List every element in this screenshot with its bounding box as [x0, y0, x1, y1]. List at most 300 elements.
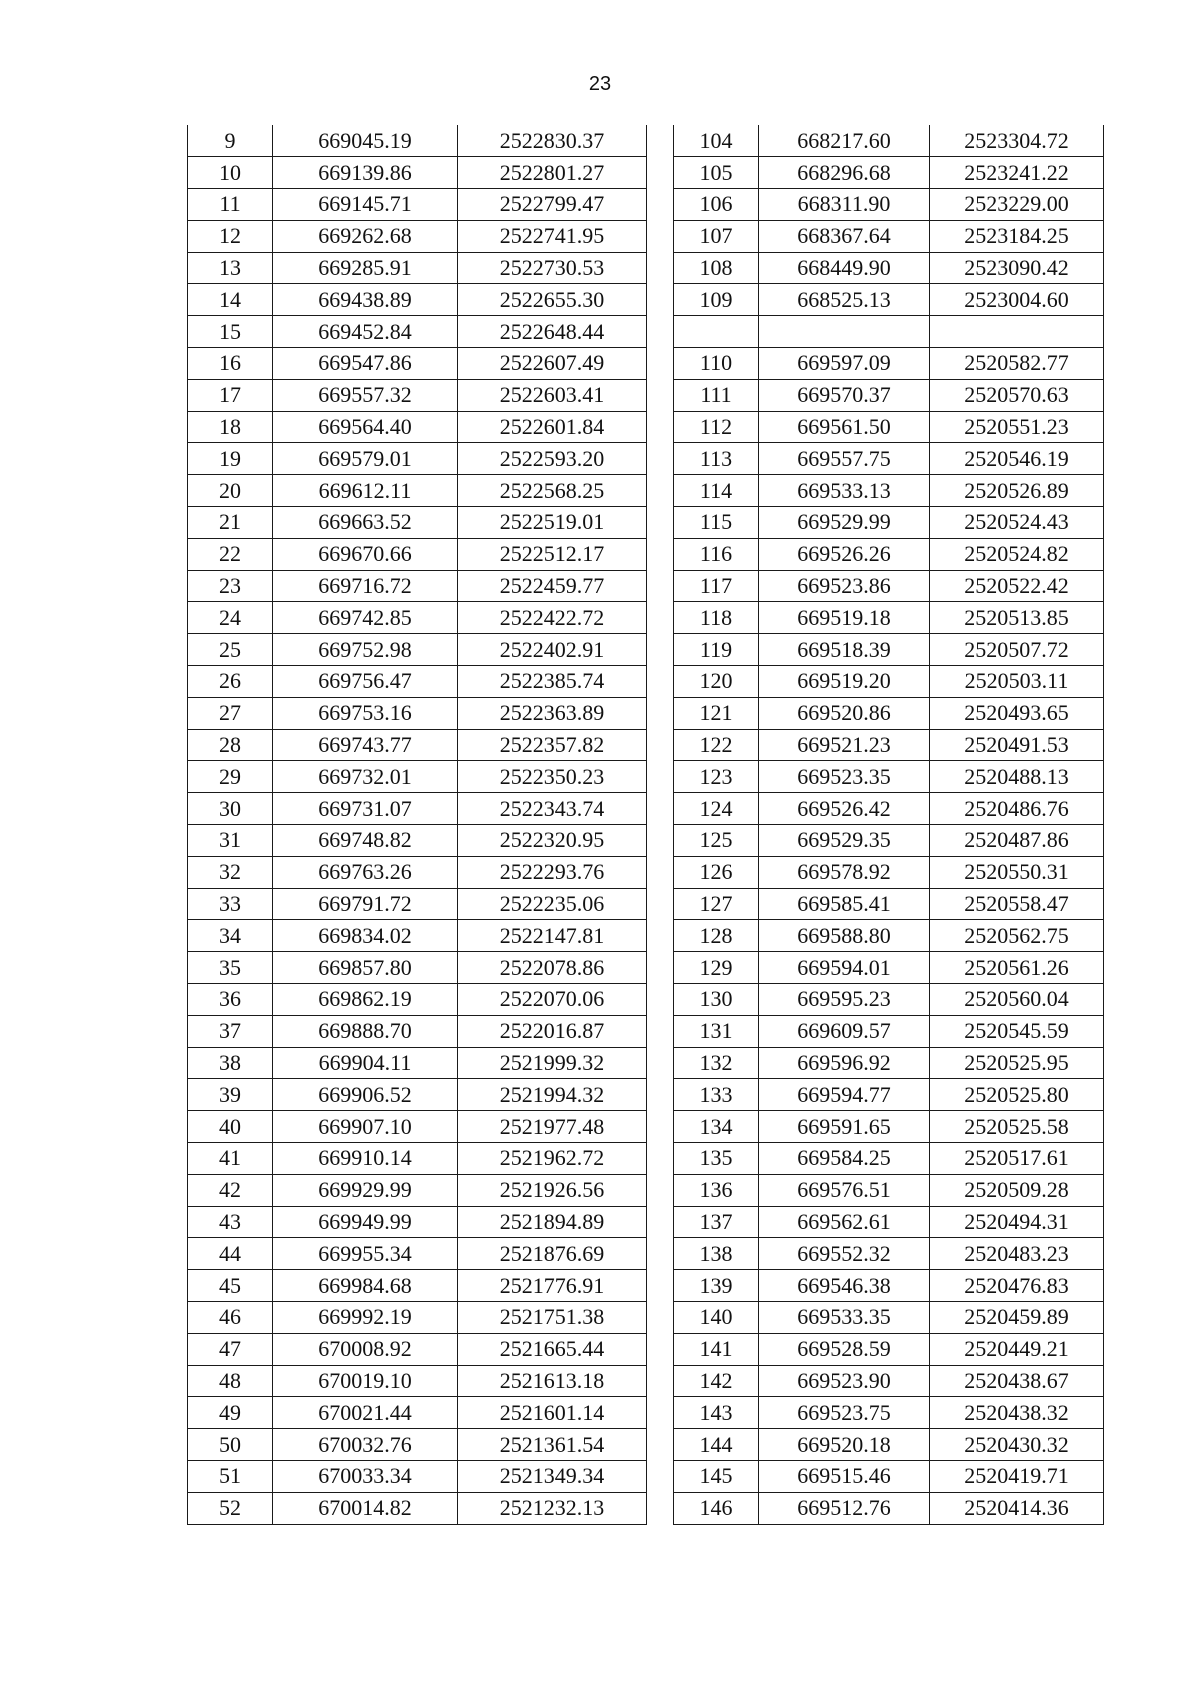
x-coordinate-cell: 669906.52 — [273, 1079, 458, 1111]
point-number-cell: 109 — [674, 284, 759, 316]
y-coordinate-cell: 2522601.84 — [458, 411, 647, 443]
x-coordinate-cell: 669519.18 — [759, 602, 930, 634]
table-row — [674, 507, 1104, 539]
y-coordinate-cell: 2522801.27 — [458, 157, 647, 189]
y-coordinate-cell: 2523229.00 — [930, 189, 1104, 221]
table-row — [188, 793, 647, 825]
point-number-cell: 27 — [188, 697, 273, 729]
y-coordinate-cell: 2522730.53 — [458, 252, 647, 284]
x-coordinate-cell: 669594.01 — [759, 952, 930, 984]
point-number-cell: 128 — [674, 920, 759, 952]
point-number-cell: 120 — [674, 666, 759, 698]
y-coordinate-cell: 2520560.04 — [930, 984, 1104, 1016]
y-coordinate-cell: 2522655.30 — [458, 284, 647, 316]
x-coordinate-cell: 669519.20 — [759, 666, 930, 698]
y-coordinate-cell: 2520438.32 — [930, 1397, 1104, 1429]
y-coordinate-cell: 2523004.60 — [930, 284, 1104, 316]
point-number-cell: 127 — [674, 888, 759, 920]
x-coordinate-cell: 669145.71 — [273, 189, 458, 221]
x-coordinate-cell: 669452.84 — [273, 316, 458, 348]
table-row — [188, 348, 647, 380]
y-coordinate-cell: 2521751.38 — [458, 1301, 647, 1333]
y-coordinate-cell: 2521994.32 — [458, 1079, 647, 1111]
x-coordinate-cell: 669564.40 — [273, 411, 458, 443]
y-coordinate-cell: 2522422.72 — [458, 602, 647, 634]
point-number-cell: 9 — [188, 125, 273, 157]
point-number-cell: 129 — [674, 952, 759, 984]
y-coordinate-cell: 2522607.49 — [458, 348, 647, 380]
point-number-cell: 47 — [188, 1333, 273, 1365]
y-coordinate-cell: 2520562.75 — [930, 920, 1104, 952]
point-number-cell: 136 — [674, 1174, 759, 1206]
y-coordinate-cell: 2520525.58 — [930, 1111, 1104, 1143]
point-number-cell: 39 — [188, 1079, 273, 1111]
point-number-cell: 145 — [674, 1460, 759, 1492]
x-coordinate-cell: 670008.92 — [273, 1333, 458, 1365]
point-number-cell: 115 — [674, 507, 759, 539]
point-number-cell: 52 — [188, 1492, 273, 1524]
x-coordinate-cell: 669523.86 — [759, 570, 930, 602]
table-row — [674, 1270, 1104, 1302]
table-row — [188, 888, 647, 920]
y-coordinate-cell: 2522512.17 — [458, 538, 647, 570]
table-row — [188, 1143, 647, 1175]
x-coordinate-cell: 669518.39 — [759, 634, 930, 666]
y-coordinate-cell: 2521601.14 — [458, 1397, 647, 1429]
x-coordinate-cell: 669857.80 — [273, 952, 458, 984]
point-number-cell: 134 — [674, 1111, 759, 1143]
point-number-cell: 107 — [674, 220, 759, 252]
table-row — [188, 252, 647, 284]
point-number-cell: 11 — [188, 189, 273, 221]
table-row — [188, 189, 647, 221]
x-coordinate-cell: 669520.86 — [759, 697, 930, 729]
point-number-cell: 118 — [674, 602, 759, 634]
table-row — [188, 411, 647, 443]
y-coordinate-cell: 2521999.32 — [458, 1047, 647, 1079]
x-coordinate-cell: 669763.26 — [273, 856, 458, 888]
x-coordinate-cell: 669716.72 — [273, 570, 458, 602]
y-coordinate-cell: 2522363.89 — [458, 697, 647, 729]
table-row — [674, 538, 1104, 570]
y-coordinate-cell: 2522293.76 — [458, 856, 647, 888]
table-row — [674, 157, 1104, 189]
x-coordinate-cell: 669888.70 — [273, 1015, 458, 1047]
y-coordinate-cell: 2523304.72 — [930, 125, 1104, 157]
x-coordinate-cell: 669585.41 — [759, 888, 930, 920]
table-row — [188, 761, 647, 793]
y-coordinate-cell: 2520545.59 — [930, 1015, 1104, 1047]
table-row — [674, 220, 1104, 252]
x-coordinate-cell: 669748.82 — [273, 825, 458, 857]
x-coordinate-cell: 669731.07 — [273, 793, 458, 825]
table-row — [188, 825, 647, 857]
point-number-cell: 37 — [188, 1015, 273, 1047]
point-number-cell: 110 — [674, 348, 759, 380]
table-row — [674, 1492, 1104, 1524]
x-coordinate-cell: 669753.16 — [273, 697, 458, 729]
y-coordinate-cell: 2520430.32 — [930, 1429, 1104, 1461]
point-number-cell: 123 — [674, 761, 759, 793]
y-coordinate-cell: 2520546.19 — [930, 443, 1104, 475]
point-number-cell: 44 — [188, 1238, 273, 1270]
point-number-cell: 143 — [674, 1397, 759, 1429]
point-number-cell: 130 — [674, 984, 759, 1016]
table-row — [674, 316, 1104, 348]
y-coordinate-cell: 2520488.13 — [930, 761, 1104, 793]
coordinate-table-left — [187, 125, 647, 1525]
x-coordinate-cell: 669732.01 — [273, 761, 458, 793]
x-coordinate-cell: 669670.66 — [273, 538, 458, 570]
point-number-cell: 139 — [674, 1270, 759, 1302]
y-coordinate-cell: 2520494.31 — [930, 1206, 1104, 1238]
x-coordinate-cell: 668217.60 — [759, 125, 930, 157]
table-row — [188, 125, 647, 157]
table-row — [674, 984, 1104, 1016]
point-number-cell: 146 — [674, 1492, 759, 1524]
y-coordinate-cell: 2523241.22 — [930, 157, 1104, 189]
point-number-cell: 126 — [674, 856, 759, 888]
table-row — [674, 761, 1104, 793]
y-coordinate-cell: 2520459.89 — [930, 1301, 1104, 1333]
point-number-cell: 116 — [674, 538, 759, 570]
x-coordinate-cell: 669984.68 — [273, 1270, 458, 1302]
x-coordinate-cell: 669533.35 — [759, 1301, 930, 1333]
x-coordinate-cell: 669526.26 — [759, 538, 930, 570]
x-coordinate-cell: 670021.44 — [273, 1397, 458, 1429]
point-number-cell: 142 — [674, 1365, 759, 1397]
table-row — [188, 220, 647, 252]
y-coordinate-cell: 2523184.25 — [930, 220, 1104, 252]
table-row — [674, 1333, 1104, 1365]
table-row — [188, 538, 647, 570]
y-coordinate-cell: 2520522.42 — [930, 570, 1104, 602]
table-row — [188, 1460, 647, 1492]
table-row — [674, 570, 1104, 602]
x-coordinate-cell: 669862.19 — [273, 984, 458, 1016]
x-coordinate-cell: 669955.34 — [273, 1238, 458, 1270]
table-row — [188, 666, 647, 698]
table-row — [188, 697, 647, 729]
x-coordinate-cell: 668296.68 — [759, 157, 930, 189]
y-coordinate-cell: 2523090.42 — [930, 252, 1104, 284]
point-number-cell: 25 — [188, 634, 273, 666]
point-number-cell: 35 — [188, 952, 273, 984]
x-coordinate-cell: 669791.72 — [273, 888, 458, 920]
table-row — [674, 1079, 1104, 1111]
y-coordinate-cell: 2521613.18 — [458, 1365, 647, 1397]
y-coordinate-cell: 2520551.23 — [930, 411, 1104, 443]
x-coordinate-cell: 668449.90 — [759, 252, 930, 284]
y-coordinate-cell: 2520438.67 — [930, 1365, 1104, 1397]
x-coordinate-cell: 669045.19 — [273, 125, 458, 157]
point-number-cell: 125 — [674, 825, 759, 857]
table-row — [188, 856, 647, 888]
x-coordinate-cell: 669929.99 — [273, 1174, 458, 1206]
y-coordinate-cell: 2522648.44 — [458, 316, 647, 348]
y-coordinate-cell: 2522235.06 — [458, 888, 647, 920]
table-row — [674, 284, 1104, 316]
y-coordinate-cell: 2520507.72 — [930, 634, 1104, 666]
table-row — [674, 252, 1104, 284]
y-coordinate-cell: 2521962.72 — [458, 1143, 647, 1175]
point-number-cell: 113 — [674, 443, 759, 475]
point-number-cell: 14 — [188, 284, 273, 316]
point-number-cell: 21 — [188, 507, 273, 539]
x-coordinate-cell: 669594.77 — [759, 1079, 930, 1111]
table-row — [188, 1365, 647, 1397]
x-coordinate-cell: 669557.75 — [759, 443, 930, 475]
point-number-cell: 29 — [188, 761, 273, 793]
y-coordinate-cell: 2522593.20 — [458, 443, 647, 475]
table-row — [674, 825, 1104, 857]
point-number-cell: 50 — [188, 1429, 273, 1461]
y-coordinate-cell: 2522320.95 — [458, 825, 647, 857]
point-number-cell: 117 — [674, 570, 759, 602]
x-coordinate-cell: 669523.35 — [759, 761, 930, 793]
x-coordinate-cell: 668311.90 — [759, 189, 930, 221]
y-coordinate-cell: 2520526.89 — [930, 475, 1104, 507]
x-coordinate-cell: 669578.92 — [759, 856, 930, 888]
x-coordinate-cell: 669588.80 — [759, 920, 930, 952]
point-number-cell: 32 — [188, 856, 273, 888]
x-coordinate-cell: 669521.23 — [759, 729, 930, 761]
x-coordinate-cell: 669910.14 — [273, 1143, 458, 1175]
x-coordinate-cell: 669512.76 — [759, 1492, 930, 1524]
table-row — [674, 793, 1104, 825]
point-number-cell: 16 — [188, 348, 273, 380]
x-coordinate-cell: 669742.85 — [273, 602, 458, 634]
point-number-cell: 34 — [188, 920, 273, 952]
y-coordinate-cell: 2520503.11 — [930, 666, 1104, 698]
y-coordinate-cell: 2520561.26 — [930, 952, 1104, 984]
table-row — [674, 856, 1104, 888]
y-coordinate-cell: 2520550.31 — [930, 856, 1104, 888]
table-row — [188, 602, 647, 634]
y-coordinate-cell: 2520513.85 — [930, 602, 1104, 634]
y-coordinate-cell: 2522357.82 — [458, 729, 647, 761]
point-number-cell: 114 — [674, 475, 759, 507]
table-row — [188, 729, 647, 761]
y-coordinate-cell: 2520486.76 — [930, 793, 1104, 825]
y-coordinate-cell: 2522147.81 — [458, 920, 647, 952]
x-coordinate-cell: 668367.64 — [759, 220, 930, 252]
table-row — [188, 1270, 647, 1302]
y-coordinate-cell: 2522350.23 — [458, 761, 647, 793]
table-row — [674, 952, 1104, 984]
table-row — [674, 697, 1104, 729]
point-number-cell: 23 — [188, 570, 273, 602]
x-coordinate-cell: 669139.86 — [273, 157, 458, 189]
x-coordinate-cell: 670014.82 — [273, 1492, 458, 1524]
table-row — [188, 284, 647, 316]
point-number-cell: 15 — [188, 316, 273, 348]
y-coordinate-cell: 2520509.28 — [930, 1174, 1104, 1206]
x-coordinate-cell: 669529.35 — [759, 825, 930, 857]
table-row — [674, 1174, 1104, 1206]
table-row — [674, 1111, 1104, 1143]
table-row — [188, 1206, 647, 1238]
y-coordinate-cell: 2520491.53 — [930, 729, 1104, 761]
point-number-cell: 121 — [674, 697, 759, 729]
point-number-cell: 22 — [188, 538, 273, 570]
table-row — [188, 316, 647, 348]
x-coordinate-cell: 669579.01 — [273, 443, 458, 475]
y-coordinate-cell: 2521977.48 — [458, 1111, 647, 1143]
table-row — [674, 602, 1104, 634]
y-coordinate-cell: 2522070.06 — [458, 984, 647, 1016]
table-row — [674, 475, 1104, 507]
x-coordinate-cell: 669529.99 — [759, 507, 930, 539]
table-row — [674, 1238, 1104, 1270]
y-coordinate-cell: 2522016.87 — [458, 1015, 647, 1047]
y-coordinate-cell: 2522343.74 — [458, 793, 647, 825]
y-coordinate-cell: 2522830.37 — [458, 125, 647, 157]
point-number-cell: 131 — [674, 1015, 759, 1047]
x-coordinate-cell: 669743.77 — [273, 729, 458, 761]
y-coordinate-cell: 2520582.77 — [930, 348, 1104, 380]
y-coordinate-cell: 2522078.86 — [458, 952, 647, 984]
table-row — [188, 570, 647, 602]
point-number-cell: 104 — [674, 125, 759, 157]
x-coordinate-cell: 668525.13 — [759, 284, 930, 316]
y-coordinate-cell: 2521349.34 — [458, 1460, 647, 1492]
point-number-cell: 105 — [674, 157, 759, 189]
point-number-cell: 141 — [674, 1333, 759, 1365]
y-coordinate-cell: 2521876.69 — [458, 1238, 647, 1270]
table-row — [674, 1143, 1104, 1175]
point-number-cell: 106 — [674, 189, 759, 221]
table-row — [188, 1397, 647, 1429]
x-coordinate-cell: 669591.65 — [759, 1111, 930, 1143]
y-coordinate-cell: 2520517.61 — [930, 1143, 1104, 1175]
table-row — [674, 125, 1104, 157]
y-coordinate-cell: 2522568.25 — [458, 475, 647, 507]
x-coordinate-cell: 669547.86 — [273, 348, 458, 380]
point-number-cell: 124 — [674, 793, 759, 825]
page-number: 23 — [588, 73, 612, 95]
point-number-cell: 137 — [674, 1206, 759, 1238]
table-row — [188, 920, 647, 952]
y-coordinate-cell: 2521894.89 — [458, 1206, 647, 1238]
point-number-cell: 144 — [674, 1429, 759, 1461]
point-number-cell: 18 — [188, 411, 273, 443]
point-number-cell: 140 — [674, 1301, 759, 1333]
point-number-cell: 119 — [674, 634, 759, 666]
point-number-cell: 36 — [188, 984, 273, 1016]
point-number-cell: 30 — [188, 793, 273, 825]
x-coordinate-cell: 669515.46 — [759, 1460, 930, 1492]
x-coordinate-cell: 669562.61 — [759, 1206, 930, 1238]
x-coordinate-cell: 669595.23 — [759, 984, 930, 1016]
table-row — [188, 1047, 647, 1079]
point-number-cell: 138 — [674, 1238, 759, 1270]
coordinate-table-right — [673, 125, 1104, 1525]
y-coordinate-cell: 2522799.47 — [458, 189, 647, 221]
table-row — [188, 443, 647, 475]
x-coordinate-cell: 669992.19 — [273, 1301, 458, 1333]
x-coordinate-cell: 669756.47 — [273, 666, 458, 698]
table-row — [188, 1301, 647, 1333]
point-number-cell: 17 — [188, 379, 273, 411]
y-coordinate-cell: 2522459.77 — [458, 570, 647, 602]
x-coordinate-cell: 670032.76 — [273, 1429, 458, 1461]
table-row — [674, 1015, 1104, 1047]
y-coordinate-cell: 2520525.80 — [930, 1079, 1104, 1111]
x-coordinate-cell: 669907.10 — [273, 1111, 458, 1143]
point-number-cell: 46 — [188, 1301, 273, 1333]
x-coordinate-cell: 669752.98 — [273, 634, 458, 666]
y-coordinate-cell: 2522402.91 — [458, 634, 647, 666]
point-number-cell — [674, 316, 759, 348]
point-number-cell: 10 — [188, 157, 273, 189]
point-number-cell: 33 — [188, 888, 273, 920]
x-coordinate-cell: 669596.92 — [759, 1047, 930, 1079]
table-row — [674, 1429, 1104, 1461]
table-row — [674, 1301, 1104, 1333]
table-row — [674, 729, 1104, 761]
x-coordinate-cell: 669663.52 — [273, 507, 458, 539]
table-row — [188, 1174, 647, 1206]
table-row — [188, 1429, 647, 1461]
x-coordinate-cell: 669285.91 — [273, 252, 458, 284]
x-coordinate-cell — [759, 316, 930, 348]
x-coordinate-cell: 669262.68 — [273, 220, 458, 252]
x-coordinate-cell: 669612.11 — [273, 475, 458, 507]
table-row — [674, 189, 1104, 221]
x-coordinate-cell: 669584.25 — [759, 1143, 930, 1175]
table-row — [188, 1492, 647, 1524]
x-coordinate-cell: 669597.09 — [759, 348, 930, 380]
table-row — [674, 888, 1104, 920]
table-row — [674, 920, 1104, 952]
table-row — [188, 984, 647, 1016]
table-row — [188, 1111, 647, 1143]
y-coordinate-cell: 2520493.65 — [930, 697, 1104, 729]
point-number-cell: 43 — [188, 1206, 273, 1238]
point-number-cell: 49 — [188, 1397, 273, 1429]
y-coordinate-cell: 2520525.95 — [930, 1047, 1104, 1079]
table-row — [188, 1079, 647, 1111]
y-coordinate-cell: 2521926.56 — [458, 1174, 647, 1206]
y-coordinate-cell: 2522519.01 — [458, 507, 647, 539]
point-number-cell: 28 — [188, 729, 273, 761]
table-row — [188, 379, 647, 411]
x-coordinate-cell: 669949.99 — [273, 1206, 458, 1238]
table-row — [674, 1047, 1104, 1079]
table-row — [188, 634, 647, 666]
y-coordinate-cell: 2521665.44 — [458, 1333, 647, 1365]
y-coordinate-cell — [930, 316, 1104, 348]
point-number-cell: 31 — [188, 825, 273, 857]
x-coordinate-cell: 670033.34 — [273, 1460, 458, 1492]
y-coordinate-cell: 2520524.82 — [930, 538, 1104, 570]
x-coordinate-cell: 669533.13 — [759, 475, 930, 507]
table-row — [674, 666, 1104, 698]
point-number-cell: 112 — [674, 411, 759, 443]
point-number-cell: 122 — [674, 729, 759, 761]
y-coordinate-cell: 2520487.86 — [930, 825, 1104, 857]
table-row — [674, 1397, 1104, 1429]
x-coordinate-cell: 669528.59 — [759, 1333, 930, 1365]
y-coordinate-cell: 2520419.71 — [930, 1460, 1104, 1492]
point-number-cell: 26 — [188, 666, 273, 698]
table-row — [188, 952, 647, 984]
y-coordinate-cell: 2520524.43 — [930, 507, 1104, 539]
y-coordinate-cell: 2522603.41 — [458, 379, 647, 411]
point-number-cell: 20 — [188, 475, 273, 507]
table-row — [674, 1460, 1104, 1492]
